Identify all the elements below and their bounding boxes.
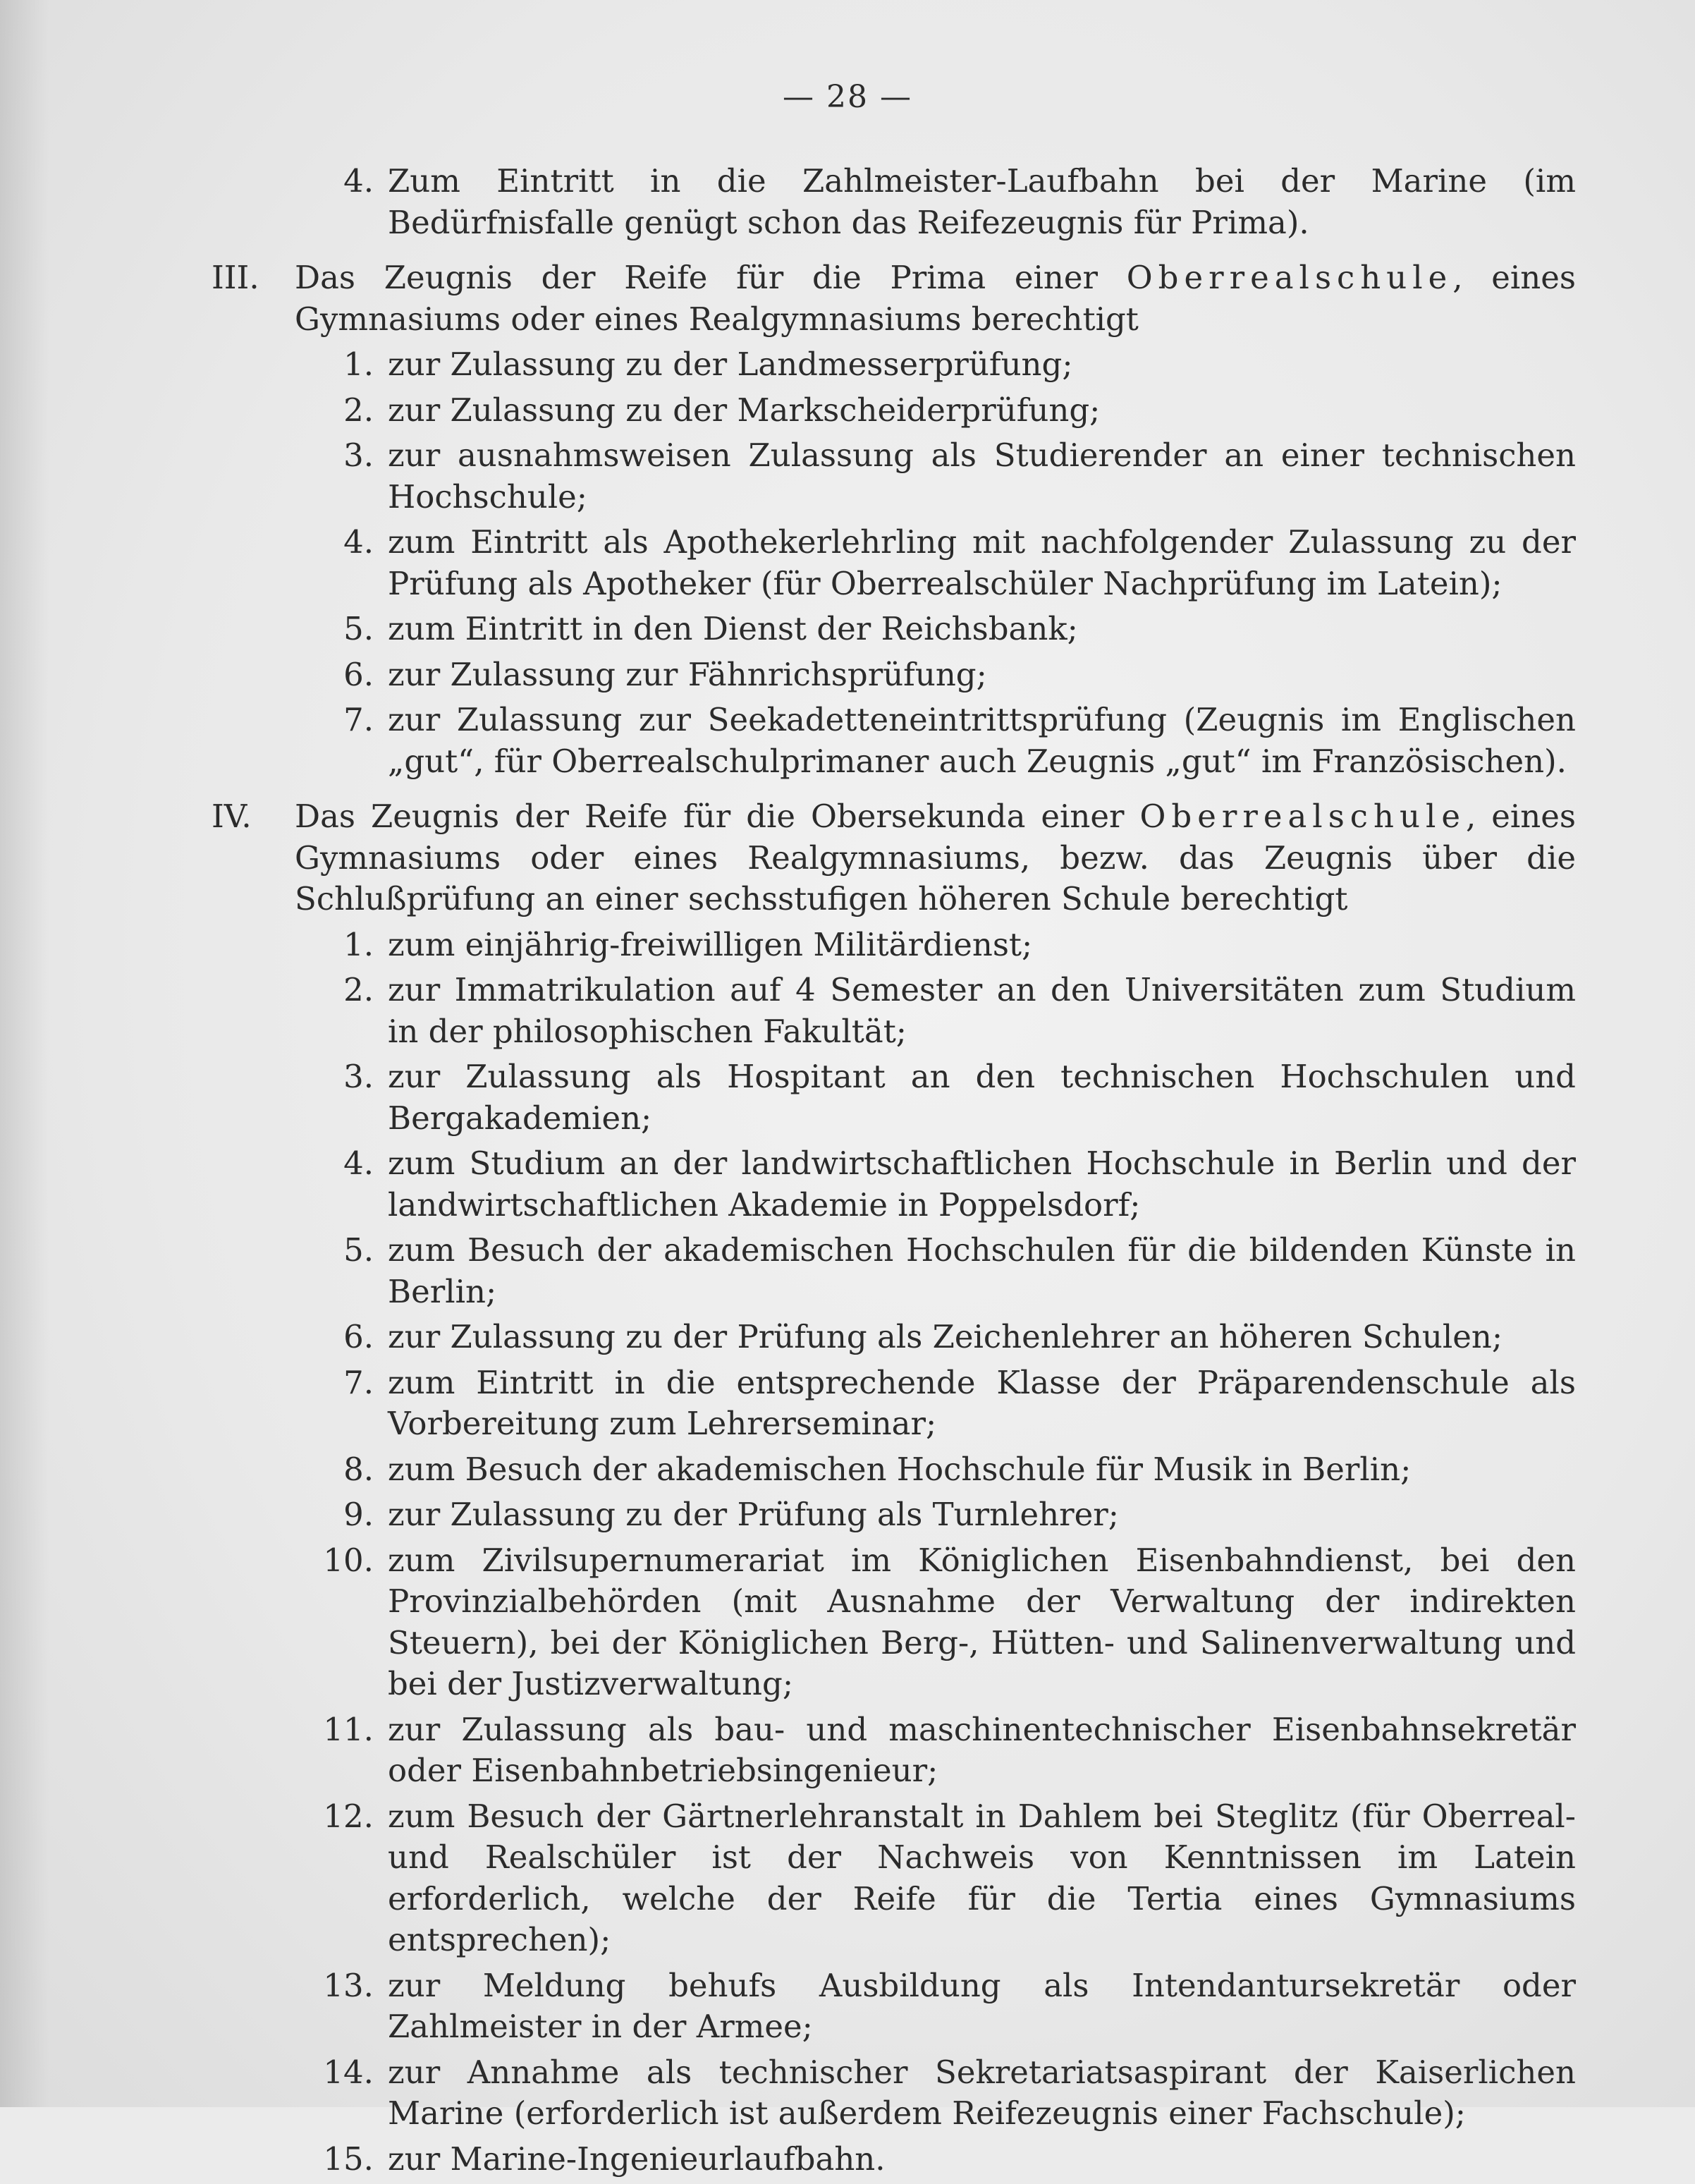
item-number: 8. [343,1450,374,1488]
list-item [212,609,1576,650]
page-content [212,161,1576,2184]
item-number: 12. [323,1797,374,1835]
item-text: zur Zulassung zur Fähnrichsprüfung; [388,655,987,693]
list-item [212,161,1576,243]
list-item [212,1362,1576,1445]
item-text: zur Zulassung als Hospitant an den technischen Hochschulen und Bergakademien; [388,1058,1576,1137]
item-number: 14. [323,2053,374,2091]
list-item [212,344,1576,386]
item-number: 4. [343,162,374,200]
list-item [212,390,1576,432]
list-item [212,1540,1576,1705]
item-number: 13. [323,1966,374,2004]
item-text: zur Zulassung zu der Landmesserprüfung; [388,346,1073,383]
item-number: 6. [343,655,374,693]
section-text-before: Das Zeugnis der Reife für die Prima einer [295,259,1127,296]
list-item [212,700,1576,782]
item-text: zur Annahme als technischer Sekretariatsaspirant der Kaiserlichen Marine (erforderlich ist außerdem Reifezeugnis einer Fachschule); [388,2053,1576,2132]
item-text: zum Studium an der landwirtschaftlichen Hochschule in Berlin und der landwirtschaftlichen Akademie in Poppelsdorf; [388,1145,1576,1224]
item-text: zur Zulassung zu der Prüfung als Zeichenlehrer an höheren Schulen; [388,1318,1503,1355]
item-number: 2. [343,971,374,1008]
list-item [212,1230,1576,1312]
item-number: 1. [343,346,374,383]
item-number: 5. [343,610,374,647]
section-school-type: Oberrealschule [1126,259,1453,296]
section-iii-heading [212,257,1576,340]
item-text: zum Zivilsupernumerariat im Königlichen Eisenbahndienst, bei den Provinzialbehörden (mit Ausnahme der Verwaltung der indirekten Steuern), bei der Königlichen Berg-, Hütten- und Salinenverwaltung und bei der Justizverwaltung; [388,1541,1576,1702]
item-number: 10. [323,1541,374,1579]
item-text: zum Besuch der Gärtnerlehranstalt in Dahlem bei Steglitz (für Oberreal- und Realschüler ist der Nachweis von Kenntnissen im Latein erforderlich, welche der Reife für die Tertia eines Gymnasiums entsprechen); [388,1797,1576,1958]
item-text: zum Besuch der akademischen Hochschulen für die bildenden Künste in Berlin; [388,1231,1576,1310]
item-text: zum Eintritt als Apothekerlehrling mit nachfolgender Zulassung zu der Prüfung als Apotheker (für Oberrealschüler Nachprüfung im Latein); [388,523,1576,602]
section-text-before: Das Zeugnis der Reife für die Obersekunda einer [295,798,1140,835]
section-number: III. [212,259,259,296]
list-item [212,1965,1576,2048]
section-iii-list [212,344,1576,782]
item-text: zur Marine-Ingenieurlaufbahn. [388,2140,886,2178]
item-text: zum einjährig-freiwilligen Militärdienst; [388,925,1033,963]
item-text: Zum Eintritt in die Zahlmeister-Laufbahn bei der Marine (im Bedürfnisfalle genügt schon das Reifezeugnis für Prima). [388,162,1576,241]
list-item [212,1494,1576,1536]
page-edge-shadow [0,0,49,2107]
section-number: IV. [212,798,252,835]
list-item [212,925,1576,966]
list-item [212,970,1576,1052]
item-text: zum Eintritt in die entsprechende Klasse der Präparendenschule als Vorbereitung zum Lehrerseminar; [388,1363,1576,1442]
item-number: 1. [343,925,374,963]
list-item [212,2139,1576,2180]
item-number: 7. [343,1363,374,1401]
item-number: 6. [343,1318,374,1355]
section-iv-list [212,925,1576,2180]
item-number: 3. [343,1058,374,1095]
item-number: 7. [343,701,374,738]
item-text: zum Besuch der akademischen Hochschule für Musik in Berlin; [388,1450,1412,1488]
item-number: 2. [343,391,374,429]
section-text-after: , eines Gymnasiums oder eines Realgymnasiums, bezw. das Zeugnis über die Schlußprüfung an einer sechsstufigen höheren Schule berechtigt [295,798,1576,917]
page-number: — 28 — [783,79,912,115]
section-iv-heading [212,796,1576,920]
list-item [212,1056,1576,1139]
item-number: 15. [323,2140,374,2178]
item-number: 3. [343,437,374,474]
item-number: 11. [323,1710,374,1748]
item-text: zur ausnahmsweisen Zulassung als Studierender an einer technischen Hochschule; [388,437,1576,516]
item-text: zur Zulassung als bau- und maschinentechnischer Eisenbahnsekretär oder Eisenbahnbetriebsingenieur; [388,1710,1576,1789]
list-item [212,1709,1576,1792]
item-text: zur Meldung behufs Ausbildung als Intendantursekretär oder Zahlmeister in der Armee; [388,1966,1576,2045]
list-item [212,1317,1576,1358]
list-item [212,2052,1576,2135]
item-number: 9. [343,1496,374,1533]
list-item [212,522,1576,604]
list-item [212,1449,1576,1491]
item-text: zum Eintritt in den Dienst der Reichsbank; [388,610,1078,647]
section-text-after: , eines Gymnasiums oder eines Realgymnasiums berechtigt [295,259,1576,338]
list-item [212,1796,1576,1961]
list-item [212,435,1576,518]
item-text: zur Zulassung zu der Prüfung als Turnlehrer; [388,1496,1119,1533]
item-number: 5. [343,1231,374,1269]
item-number: 4. [343,1145,374,1182]
item-text: zur Zulassung zur Seekadetteneintrittsprüfung (Zeugnis im Englischen „gut“, für Oberrealschulprimaner auch Zeugnis „gut“ im Französischen). [388,701,1576,780]
list-item [212,654,1576,696]
list-item [212,1143,1576,1226]
section-school-type: Oberrealschule [1139,798,1466,835]
item-number: 4. [343,523,374,561]
item-text: zur Zulassung zu der Markscheiderprüfung; [388,391,1101,429]
item-text: zur Immatrikulation auf 4 Semester an den Universitäten zum Studium in der philosophischen Fakultät; [388,971,1576,1050]
